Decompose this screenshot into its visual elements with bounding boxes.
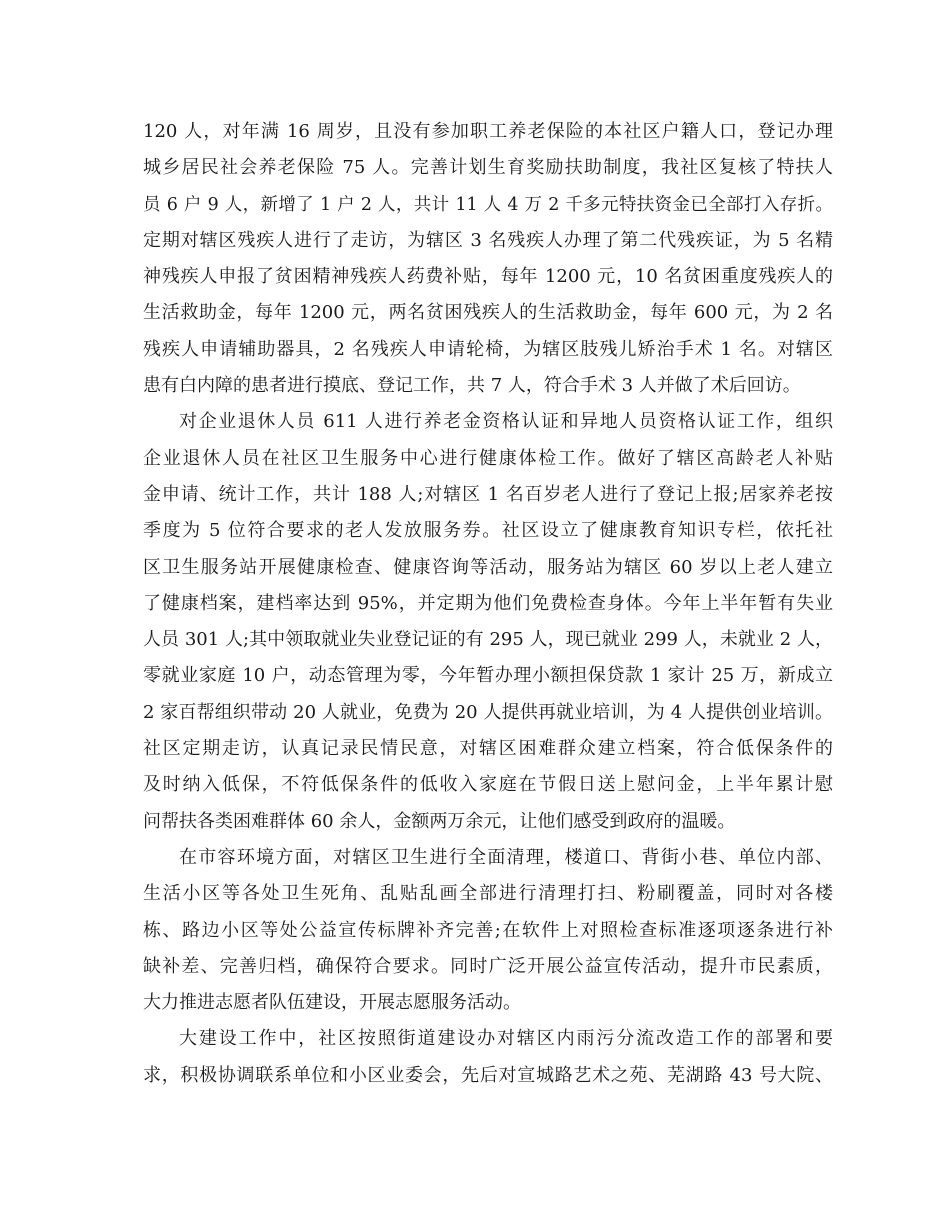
text-line: 季度为 5 位符合要求的老人发放服务券。社区设立了健康教育知识专栏，依托社 [143, 520, 833, 542]
text-line: 栋、路边小区等处公益宣传标牌补齐完善;在软件上对照检查标准逐项逐条进行补 [143, 919, 833, 941]
text-line: 2 家百帮组织带动 20 人就业，免费为 20 人提供再就业培训，为 4 人提供创业培训。 [143, 701, 833, 723]
text-line: 在市容环境方面，对辖区卫生进行全面清理，楼道口、背街小巷、单位内部、 [179, 846, 833, 868]
text-line: 大建设工作中，社区按照街道建设办对辖区内雨污分流改造工作的部署和要 [179, 1028, 833, 1050]
paragraph-3 [143, 840, 833, 1021]
text-line: 金申请、统计工作，共计 188 人;对辖区 1 名百岁老人进行了登记上报;居家养老按 [143, 483, 833, 505]
text-line: 零就业家庭 10 户，动态管理为零，今年暂办理小额担保贷款 1 家计 25 万，新成立 [143, 665, 833, 687]
document-body [143, 114, 833, 1094]
text-line: 神残疾人申报了贫困精神残疾人药费补贴，每年 1200 元，10 名贫困重度残疾人的 [143, 266, 833, 288]
text-line: 生活小区等各处卫生死角、乱贴乱画全部进行清理打扫、粉刷覆盖，同时对各楼 [143, 883, 833, 905]
text-line: 社区定期走访，认真记录民情民意，对辖区困难群众建立档案，符合低保条件的 [143, 738, 833, 760]
text-line: 城乡居民社会养老保险 75 人。完善计划生育奖励扶助制度，我社区复核了特扶人 [143, 157, 833, 179]
text-line: 员 6 户 9 人，新增了 1 户 2 人，共计 11 人 4 万 2 千多元特扶资金已全部打入存折。 [143, 194, 833, 215]
text-line: 了健康档案，建档率达到 95%，并定期为他们免费检查身体。今年上半年暂有失业 [143, 592, 833, 614]
paragraph-4 [143, 1021, 833, 1094]
paragraph-2 [143, 404, 833, 840]
text-line: 人员 301 人;其中领取就业失业登记证的有 295 人，现已就业 299 人，未就业 2 人， [143, 629, 833, 651]
text-line: 求，积极协调联系单位和小区业委会，先后对宣城路艺术之苑、芜湖路 43 号大院、 [143, 1064, 833, 1086]
text-line: 企业退休人员在社区卫生服务中心进行健康体检工作。做好了辖区高龄老人补贴 [143, 447, 833, 469]
text-line: 对企业退休人员 611 人进行养老金资格认证和异地人员资格认证工作，组织 [179, 411, 833, 433]
text-line: 缺补差、完善归档，确保符合要求。同时广泛开展公益宣传活动，提升市民素质， [143, 955, 833, 977]
text-line: 大力推进志愿者队伍建设，开展志愿服务活动。 [143, 992, 521, 1014]
text-line: 患有白内障的患者进行摸底、登记工作，共 7 人，符合手术 3 人并做了术后回访。 [143, 375, 801, 397]
paragraph-1 [143, 114, 833, 404]
text-line: 120 人，对年满 16 周岁，且没有参加职工养老保险的本社区户籍人口，登记办理 [143, 121, 833, 142]
text-line: 定期对辖区残疾人进行了走访，为辖区 3 名残疾人办理了第二代残疾证，为 5 名精 [143, 229, 833, 251]
text-line: 残疾人申请辅助器具，2 名残疾人申请轮椅，为辖区肢残儿矫治手术 1 名。对辖区 [143, 338, 833, 360]
text-line: 及时纳入低保，不符低保条件的低收入家庭在节假日送上慰问金，上半年累计慰 [143, 774, 833, 796]
text-line: 问帮扶各类困难群体 60 余人，金额两万余元，让他们感受到政府的温暖。 [143, 810, 736, 832]
text-line: 区卫生服务站开展健康检查、健康咨询等活动，服务站为辖区 60 岁以上老人建立 [143, 556, 833, 578]
text-line: 生活救助金，每年 1200 元，两名贫困残疾人的生活救助金，每年 600 元，为 2 名 [143, 302, 833, 324]
